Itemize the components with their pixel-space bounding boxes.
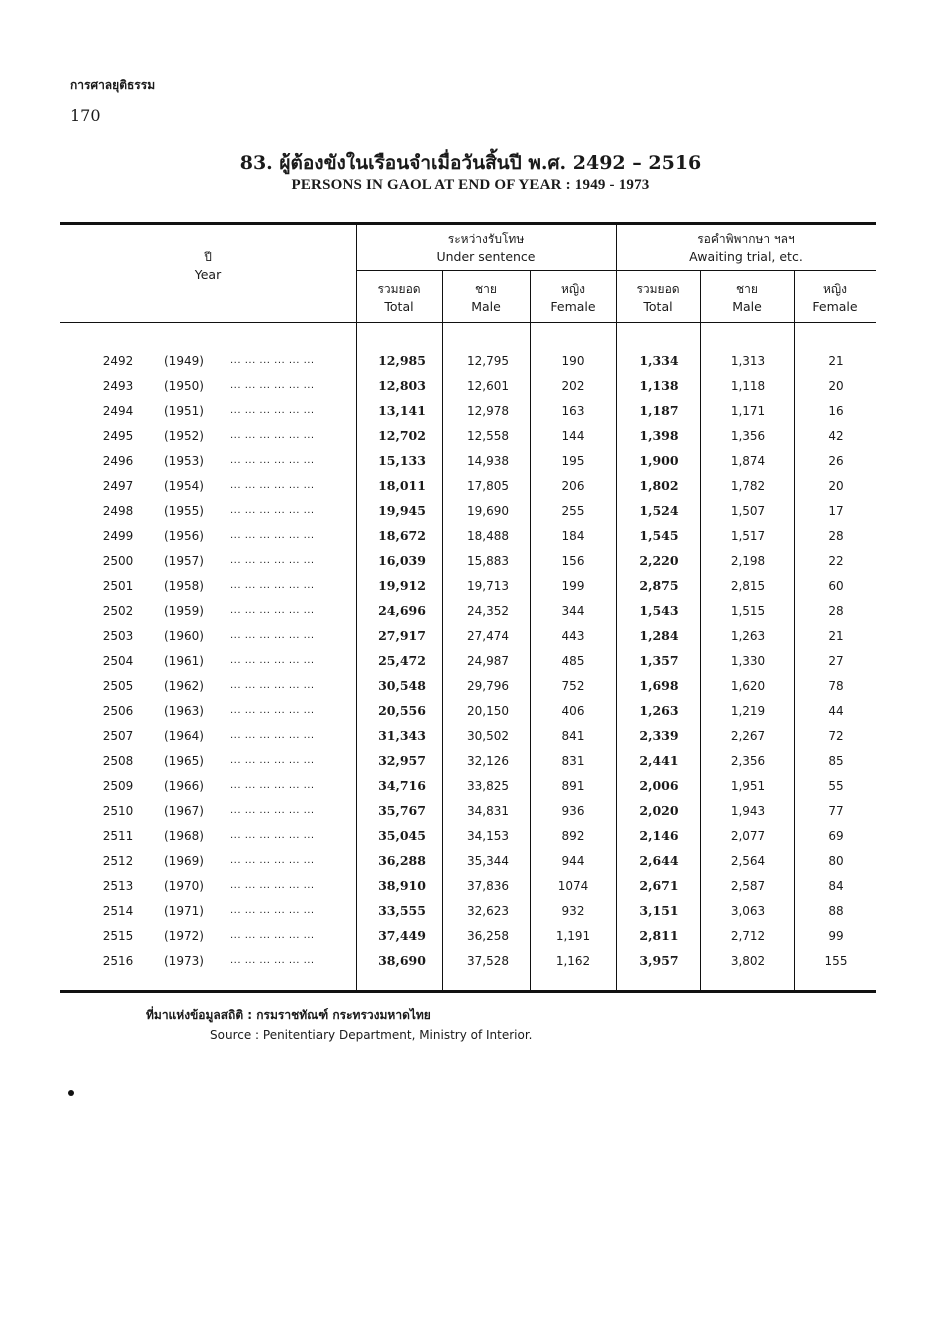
cell-awaiting-total: 2,020 (639, 803, 679, 818)
cell-leader-dots: ... ... ... ... ... ... (230, 580, 315, 591)
cell-awaiting-female: 69 (828, 829, 844, 843)
cell-under-sentence-male: 14,938 (467, 454, 509, 468)
cell-under-sentence-male: 29,796 (467, 679, 509, 693)
cell-year-ad: (1958) (164, 579, 204, 593)
cell-under-sentence-male: 18,488 (467, 529, 509, 543)
cell-under-sentence-total: 16,039 (378, 553, 426, 568)
cell-under-sentence-total: 30,548 (378, 678, 426, 693)
table-row (60, 702, 876, 727)
col-group-awaiting-th: รอคำพิพากษา ฯลฯ (697, 232, 795, 246)
cell-under-sentence-female: 1,162 (555, 954, 591, 968)
cell-leader-dots: ... ... ... ... ... ... (230, 555, 315, 566)
col-group-under-sentence (356, 230, 616, 266)
cell-awaiting-female: 85 (828, 754, 844, 768)
cell-year-be: 2506 (102, 704, 134, 718)
cell-awaiting-total: 2,671 (639, 878, 679, 893)
cell-awaiting-male: 1,356 (730, 429, 766, 443)
cell-awaiting-male: 2,712 (730, 929, 766, 943)
col-header-male-1 (442, 280, 530, 316)
cell-leader-dots: ... ... ... ... ... ... (230, 805, 315, 816)
cell-awaiting-total: 2,006 (639, 778, 679, 793)
cell-awaiting-total: 2,146 (639, 828, 679, 843)
cell-leader-dots: ... ... ... ... ... ... (230, 680, 315, 691)
cell-year-ad: (1962) (164, 679, 204, 693)
cell-awaiting-female: 21 (828, 629, 844, 643)
table-row (60, 627, 876, 652)
cell-awaiting-total: 1,900 (639, 453, 679, 468)
bullet-mark (68, 1090, 74, 1096)
cell-leader-dots: ... ... ... ... ... ... (230, 930, 315, 941)
cell-under-sentence-male: 30,502 (467, 729, 509, 743)
col-header-male-2-th: ชาย (736, 282, 758, 296)
table-row (60, 602, 876, 627)
cell-leader-dots: ... ... ... ... ... ... (230, 905, 315, 916)
cell-year-be: 2505 (102, 679, 134, 693)
cell-awaiting-male: 1,951 (730, 779, 766, 793)
cell-year-ad: (1950) (164, 379, 204, 393)
table-bottom-rule (60, 990, 876, 993)
cell-year-ad: (1968) (164, 829, 204, 843)
cell-year-ad: (1973) (164, 954, 204, 968)
cell-year-be: 2512 (102, 854, 134, 868)
table-row (60, 902, 876, 927)
cell-year-ad: (1951) (164, 404, 204, 418)
cell-awaiting-total: 2,220 (639, 553, 679, 568)
cell-year-ad: (1967) (164, 804, 204, 818)
cell-leader-dots: ... ... ... ... ... ... (230, 955, 315, 966)
cell-awaiting-total: 1,543 (639, 603, 679, 618)
table-header-rule (60, 322, 876, 323)
col-group-awaiting-en: Awaiting trial, etc. (689, 249, 803, 264)
cell-under-sentence-male: 24,352 (467, 604, 509, 618)
cell-awaiting-total: 2,875 (639, 578, 679, 593)
cell-awaiting-total: 2,644 (639, 853, 679, 868)
cell-awaiting-total: 1,138 (639, 378, 679, 393)
cell-under-sentence-female: 406 (561, 704, 585, 718)
cell-awaiting-female: 20 (828, 379, 844, 393)
cell-under-sentence-male: 34,153 (467, 829, 509, 843)
cell-under-sentence-total: 36,288 (378, 853, 426, 868)
cell-awaiting-female: 28 (828, 604, 844, 618)
cell-under-sentence-female: 199 (561, 579, 585, 593)
cell-under-sentence-male: 32,623 (467, 904, 509, 918)
table-title-english: PERSONS IN GAOL AT END OF YEAR : 1949 - 1973 (291, 177, 650, 193)
cell-leader-dots: ... ... ... ... ... ... (230, 830, 315, 841)
cell-under-sentence-female: 944 (561, 854, 585, 868)
cell-year-ad: (1960) (164, 629, 204, 643)
cell-year-ad: (1969) (164, 854, 204, 868)
cell-year-ad: (1964) (164, 729, 204, 743)
cell-leader-dots: ... ... ... ... ... ... (230, 455, 315, 466)
cell-under-sentence-total: 35,767 (378, 803, 426, 818)
cell-year-ad: (1965) (164, 754, 204, 768)
cell-awaiting-total: 1,357 (639, 653, 679, 668)
cell-under-sentence-female: 1074 (557, 879, 589, 893)
cell-year-be: 2504 (102, 654, 134, 668)
cell-awaiting-total: 1,284 (639, 628, 679, 643)
cell-under-sentence-total: 19,912 (378, 578, 426, 593)
table-row (60, 927, 876, 952)
cell-awaiting-male: 1,874 (730, 454, 766, 468)
cell-under-sentence-male: 15,883 (467, 554, 509, 568)
cell-leader-dots: ... ... ... ... ... ... (230, 705, 315, 716)
cell-awaiting-female: 27 (828, 654, 844, 668)
cell-awaiting-male: 1,517 (730, 529, 766, 543)
cell-awaiting-male: 2,356 (730, 754, 766, 768)
cell-year-ad: (1954) (164, 479, 204, 493)
cell-year-be: 2507 (102, 729, 134, 743)
cell-under-sentence-total: 24,696 (378, 603, 426, 618)
cell-awaiting-male: 2,077 (730, 829, 766, 843)
cell-under-sentence-male: 19,713 (467, 579, 509, 593)
cell-year-be: 2497 (102, 479, 134, 493)
cell-year-ad: (1955) (164, 504, 204, 518)
cell-awaiting-male: 1,263 (730, 629, 766, 643)
cell-under-sentence-female: 202 (561, 379, 585, 393)
cell-year-be: 2508 (102, 754, 134, 768)
cell-awaiting-male: 1,330 (730, 654, 766, 668)
cell-awaiting-male: 3,802 (730, 954, 766, 968)
cell-awaiting-male: 1,118 (730, 379, 766, 393)
cell-awaiting-female: 20 (828, 479, 844, 493)
cell-awaiting-male: 2,587 (730, 879, 766, 893)
table-row (60, 452, 876, 477)
table-row (60, 352, 876, 377)
cell-year-be: 2516 (102, 954, 134, 968)
cell-year-ad: (1963) (164, 704, 204, 718)
cell-year-be: 2493 (102, 379, 134, 393)
cell-year-ad: (1953) (164, 454, 204, 468)
col-header-female-2-th: หญิง (823, 282, 847, 296)
cell-year-ad: (1971) (164, 904, 204, 918)
table-row (60, 377, 876, 402)
table-row (60, 402, 876, 427)
cell-awaiting-male: 3,063 (730, 904, 766, 918)
cell-awaiting-female: 42 (828, 429, 844, 443)
table-row (60, 577, 876, 602)
cell-leader-dots: ... ... ... ... ... ... (230, 405, 315, 416)
cell-year-ad: (1957) (164, 554, 204, 568)
cell-awaiting-total: 1,524 (639, 503, 679, 518)
cell-awaiting-female: 60 (828, 579, 844, 593)
table-row (60, 802, 876, 827)
cell-under-sentence-male: 20,150 (467, 704, 509, 718)
cell-year-be: 2510 (102, 804, 134, 818)
cell-under-sentence-total: 18,011 (378, 478, 426, 493)
cell-leader-dots: ... ... ... ... ... ... (230, 530, 315, 541)
table-title-thai-text: ผู้ต้องขังในเรือนจำเมื่อวันสิ้นปี พ.ศ. 2492 – 2516 (279, 152, 702, 174)
cell-awaiting-total: 2,339 (639, 728, 679, 743)
cell-awaiting-female: 17 (828, 504, 844, 518)
cell-awaiting-total: 1,545 (639, 528, 679, 543)
cell-awaiting-male: 1,219 (730, 704, 766, 718)
cell-awaiting-male: 1,620 (730, 679, 766, 693)
cell-year-ad: (1949) (164, 354, 204, 368)
cell-under-sentence-female: 891 (561, 779, 585, 793)
cell-awaiting-female: 155 (824, 954, 848, 968)
col-header-female-1-th: หญิง (561, 282, 585, 296)
cell-year-be: 2499 (102, 529, 134, 543)
cell-awaiting-male: 1,782 (730, 479, 766, 493)
cell-awaiting-female: 16 (828, 404, 844, 418)
header-sub-rule (356, 270, 876, 271)
cell-awaiting-male: 2,815 (730, 579, 766, 593)
cell-under-sentence-female: 144 (561, 429, 585, 443)
cell-under-sentence-female: 184 (561, 529, 585, 543)
cell-awaiting-female: 84 (828, 879, 844, 893)
col-header-female-1-en: Female (550, 299, 596, 314)
cell-leader-dots: ... ... ... ... ... ... (230, 605, 315, 616)
table-row (60, 677, 876, 702)
cell-awaiting-total: 1,263 (639, 703, 679, 718)
cell-under-sentence-male: 33,825 (467, 779, 509, 793)
col-header-year (60, 248, 356, 284)
table-number: 83. (239, 152, 273, 174)
cell-year-ad: (1952) (164, 429, 204, 443)
cell-awaiting-female: 55 (828, 779, 844, 793)
cell-awaiting-total: 3,957 (639, 953, 679, 968)
cell-under-sentence-total: 31,343 (378, 728, 426, 743)
cell-under-sentence-total: 13,141 (378, 403, 426, 418)
cell-year-ad: (1970) (164, 879, 204, 893)
cell-year-be: 2498 (102, 504, 134, 518)
col-header-year-en: Year (194, 267, 222, 282)
cell-under-sentence-female: 892 (561, 829, 585, 843)
cell-awaiting-male: 1,171 (730, 404, 766, 418)
cell-under-sentence-male: 24,987 (467, 654, 509, 668)
table-row (60, 752, 876, 777)
table-row (60, 877, 876, 902)
cell-year-ad: (1972) (164, 929, 204, 943)
page-number: 170 (70, 106, 101, 125)
cell-year-be: 2509 (102, 779, 134, 793)
cell-under-sentence-male: 12,558 (467, 429, 509, 443)
cell-under-sentence-total: 20,556 (378, 703, 426, 718)
cell-awaiting-female: 72 (828, 729, 844, 743)
cell-leader-dots: ... ... ... ... ... ... (230, 380, 315, 391)
cell-under-sentence-male: 27,474 (467, 629, 509, 643)
col-header-male-2 (700, 280, 794, 316)
cell-awaiting-female: 99 (828, 929, 844, 943)
cell-leader-dots: ... ... ... ... ... ... (230, 755, 315, 766)
cell-awaiting-female: 80 (828, 854, 844, 868)
cell-leader-dots: ... ... ... ... ... ... (230, 630, 315, 641)
cell-leader-dots: ... ... ... ... ... ... (230, 730, 315, 741)
col-header-year-th: ปี (204, 250, 212, 264)
cell-under-sentence-female: 255 (561, 504, 585, 518)
cell-under-sentence-male: 35,344 (467, 854, 509, 868)
cell-under-sentence-total: 25,472 (378, 653, 426, 668)
cell-under-sentence-female: 163 (561, 404, 585, 418)
cell-year-be: 2503 (102, 629, 134, 643)
cell-under-sentence-total: 18,672 (378, 528, 426, 543)
cell-under-sentence-female: 156 (561, 554, 585, 568)
cell-awaiting-female: 26 (828, 454, 844, 468)
table-row (60, 427, 876, 452)
cell-year-be: 2496 (102, 454, 134, 468)
cell-year-be: 2501 (102, 579, 134, 593)
cell-awaiting-total: 2,441 (639, 753, 679, 768)
cell-under-sentence-female: 932 (561, 904, 585, 918)
cell-under-sentence-total: 12,803 (378, 378, 426, 393)
cell-year-be: 2515 (102, 929, 134, 943)
cell-awaiting-female: 22 (828, 554, 844, 568)
cell-year-ad: (1961) (164, 654, 204, 668)
cell-awaiting-female: 77 (828, 804, 844, 818)
cell-year-be: 2500 (102, 554, 134, 568)
cell-under-sentence-male: 17,805 (467, 479, 509, 493)
cell-year-be: 2511 (102, 829, 134, 843)
cell-under-sentence-female: 752 (561, 679, 585, 693)
cell-year-be: 2502 (102, 604, 134, 618)
cell-under-sentence-female: 936 (561, 804, 585, 818)
cell-under-sentence-total: 35,045 (378, 828, 426, 843)
cell-leader-dots: ... ... ... ... ... ... (230, 430, 315, 441)
col-group-under-sentence-en: Under sentence (436, 249, 536, 264)
cell-under-sentence-total: 38,910 (378, 878, 426, 893)
cell-awaiting-total: 1,187 (639, 403, 679, 418)
table-row (60, 527, 876, 552)
cell-awaiting-male: 1,943 (730, 804, 766, 818)
cell-year-ad: (1966) (164, 779, 204, 793)
cell-awaiting-total: 1,398 (639, 428, 679, 443)
cell-awaiting-female: 88 (828, 904, 844, 918)
cell-year-ad: (1956) (164, 529, 204, 543)
source-note-english: Source : Penitentiary Department, Ministry of Interior. (210, 1028, 533, 1042)
table-row (60, 952, 876, 977)
col-group-awaiting (616, 230, 876, 266)
cell-under-sentence-total: 27,917 (378, 628, 426, 643)
table-row (60, 652, 876, 677)
col-header-total-2-th: รวมยอด (636, 282, 680, 296)
cell-leader-dots: ... ... ... ... ... ... (230, 855, 315, 866)
cell-under-sentence-male: 12,978 (467, 404, 509, 418)
cell-awaiting-total: 2,811 (639, 928, 679, 943)
cell-awaiting-female: 21 (828, 354, 844, 368)
cell-awaiting-total: 1,698 (639, 678, 679, 693)
cell-year-be: 2514 (102, 904, 134, 918)
cell-year-ad: (1959) (164, 604, 204, 618)
cell-awaiting-male: 2,267 (730, 729, 766, 743)
cell-under-sentence-total: 34,716 (378, 778, 426, 793)
cell-under-sentence-female: 831 (561, 754, 585, 768)
col-header-total-1 (356, 280, 442, 316)
table-top-rule (60, 222, 876, 225)
cell-awaiting-female: 78 (828, 679, 844, 693)
cell-under-sentence-female: 485 (561, 654, 585, 668)
cell-under-sentence-female: 206 (561, 479, 585, 493)
cell-under-sentence-total: 32,957 (378, 753, 426, 768)
cell-under-sentence-total: 33,555 (378, 903, 426, 918)
cell-under-sentence-total: 12,985 (378, 353, 426, 368)
cell-leader-dots: ... ... ... ... ... ... (230, 880, 315, 891)
col-header-total-1-en: Total (384, 299, 414, 314)
table-row (60, 502, 876, 527)
cell-under-sentence-female: 841 (561, 729, 585, 743)
cell-under-sentence-male: 37,528 (467, 954, 509, 968)
cell-awaiting-female: 28 (828, 529, 844, 543)
cell-under-sentence-total: 37,449 (378, 928, 426, 943)
cell-year-be: 2494 (102, 404, 134, 418)
cell-awaiting-total: 1,334 (639, 353, 679, 368)
source-note-thai: ที่มาแห่งข้อมูลสถิติ : กรมราชทัณฑ์ กระทรวงมหาดไทย (146, 1008, 431, 1022)
cell-under-sentence-male: 34,831 (467, 804, 509, 818)
col-header-male-1-en: Male (471, 299, 501, 314)
col-header-total-2 (616, 280, 700, 316)
cell-leader-dots: ... ... ... ... ... ... (230, 780, 315, 791)
cell-awaiting-male: 2,564 (730, 854, 766, 868)
cell-under-sentence-total: 15,133 (378, 453, 426, 468)
col-header-female-2 (794, 280, 876, 316)
cell-under-sentence-female: 1,191 (555, 929, 591, 943)
cell-leader-dots: ... ... ... ... ... ... (230, 655, 315, 666)
cell-awaiting-male: 1,313 (730, 354, 766, 368)
table-row (60, 827, 876, 852)
cell-year-be: 2492 (102, 354, 134, 368)
cell-under-sentence-male: 19,690 (467, 504, 509, 518)
col-group-under-sentence-th: ระหว่างรับโทษ (447, 232, 525, 246)
col-header-female-2-en: Female (812, 299, 858, 314)
cell-leader-dots: ... ... ... ... ... ... (230, 355, 315, 366)
table-row (60, 852, 876, 877)
table-row (60, 552, 876, 577)
cell-under-sentence-female: 344 (561, 604, 585, 618)
cell-under-sentence-total: 12,702 (378, 428, 426, 443)
cell-awaiting-male: 2,198 (730, 554, 766, 568)
cell-awaiting-total: 3,151 (639, 903, 679, 918)
running-head: การศาลยุติธรรม (70, 78, 156, 92)
col-header-total-2-en: Total (643, 299, 673, 314)
cell-awaiting-male: 1,507 (730, 504, 766, 518)
cell-under-sentence-male: 12,795 (467, 354, 509, 368)
cell-under-sentence-male: 36,258 (467, 929, 509, 943)
cell-leader-dots: ... ... ... ... ... ... (230, 505, 315, 516)
cell-awaiting-female: 44 (828, 704, 844, 718)
cell-awaiting-total: 1,802 (639, 478, 679, 493)
col-header-male-2-en: Male (732, 299, 762, 314)
col-header-female-1 (530, 280, 616, 316)
table-row (60, 477, 876, 502)
cell-awaiting-male: 1,515 (730, 604, 766, 618)
col-header-male-1-th: ชาย (475, 282, 497, 296)
table-title-thai (0, 148, 941, 178)
table-row (60, 777, 876, 802)
cell-year-be: 2495 (102, 429, 134, 443)
cell-under-sentence-female: 443 (561, 629, 585, 643)
cell-under-sentence-female: 190 (561, 354, 585, 368)
cell-year-be: 2513 (102, 879, 134, 893)
cell-under-sentence-female: 195 (561, 454, 585, 468)
cell-under-sentence-male: 12,601 (467, 379, 509, 393)
table-row (60, 727, 876, 752)
cell-under-sentence-total: 38,690 (378, 953, 426, 968)
cell-under-sentence-male: 32,126 (467, 754, 509, 768)
cell-under-sentence-total: 19,945 (378, 503, 426, 518)
col-header-total-1-th: รวมยอด (377, 282, 421, 296)
cell-under-sentence-male: 37,836 (467, 879, 509, 893)
cell-leader-dots: ... ... ... ... ... ... (230, 480, 315, 491)
